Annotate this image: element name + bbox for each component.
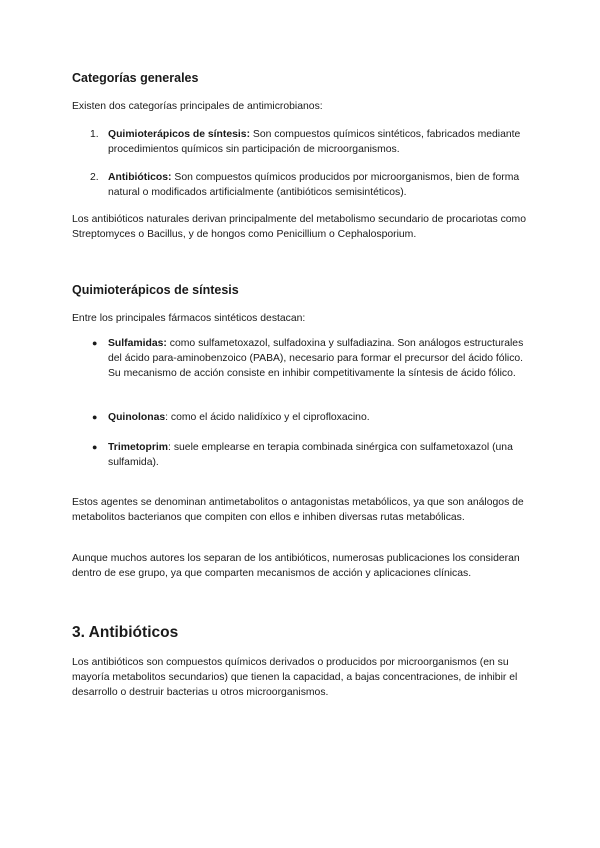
section-title-general: Categorías generales bbox=[72, 71, 199, 85]
list-term: Trimetoprim bbox=[108, 442, 169, 453]
list-text: Son compuestos químicos producidos por microorganismos, bien de forma natural o modificados artificialmente (antibióticos semisintéticos). bbox=[108, 172, 520, 198]
section-title-synthesis: Quimioterápicos de síntesis bbox=[72, 283, 239, 297]
bullet-icon: ● bbox=[92, 412, 98, 422]
general-closing: Los antibióticos naturales derivan principalmente del metabolismo secundario de procariotas como Streptomyces o Bacillus, y de hongos como Penicillium o Cephalosporium. bbox=[72, 214, 526, 240]
list-item-quinolonas bbox=[92, 410, 532, 425]
synthesis-paragraph-2: Aunque muchos autores los separan de los antibióticos, numerosas publicaciones los consideran dentro de ese grupo, ya que comparten mecanismos de acción y aplicaciones clínicas. bbox=[72, 553, 520, 579]
list-text: : como el ácido nalidíxico y el ciprofloxacino. bbox=[165, 412, 370, 423]
list-term: Sulfamidas: bbox=[108, 338, 167, 349]
list-text: Son compuestos químicos sintéticos, fabricados mediante procedimientos químicos sin participación de microorganismos. bbox=[108, 129, 521, 155]
section-title-antibiotics: 3. Antibióticos bbox=[72, 624, 179, 641]
list-item-general-1 bbox=[90, 127, 532, 157]
list-item-general-2 bbox=[90, 170, 532, 200]
list-text: como sulfametoxazol, sulfadoxina y sulfadiazina. Son análogos estructurales del ácido para-aminobenzoico (PABA), necesario para formar el precursor del ácido fólico. Su mecanismo de acción consiste en inhibir competitivamente la síntesis de ácido fólico. bbox=[108, 338, 524, 379]
general-intro: Existen dos categorías principales de antimicrobianos: bbox=[72, 101, 323, 112]
list-text: : suele emplearse en terapia combinada sinérgica con sulfametoxazol (una sulfamida). bbox=[108, 442, 513, 468]
bullet-icon: ● bbox=[92, 338, 98, 348]
list-item-trimetoprim bbox=[92, 440, 532, 470]
list-term: Quinolonas bbox=[108, 412, 166, 423]
antibiotics-paragraph: Los antibióticos son compuestos químicos derivados o producidos por microorganismos (en su mayoría metabolitos secundarios) que tienen la capacidad, a bajas concentraciones, de inhibir el desarrollo o destruir bacterias u otros microorganismos. bbox=[72, 657, 518, 698]
list-term: Quimioterápicos de síntesis: bbox=[108, 129, 251, 140]
list-marker: 1. bbox=[90, 129, 99, 140]
list-term: Antibióticos: bbox=[108, 172, 172, 183]
synthesis-paragraph-1: Estos agentes se denominan antimetabolitos o antagonistas metabólicos, ya que son análogos de metabolitos bacterianos que compiten con ellos e inhiben diversas rutas metabólicas. bbox=[72, 497, 524, 523]
list-marker: 2. bbox=[90, 172, 99, 183]
bullet-icon: ● bbox=[92, 442, 98, 452]
list-item-sulfamidas bbox=[92, 336, 532, 381]
synthesis-intro: Entre los principales fármacos sintéticos destacan: bbox=[72, 313, 306, 324]
